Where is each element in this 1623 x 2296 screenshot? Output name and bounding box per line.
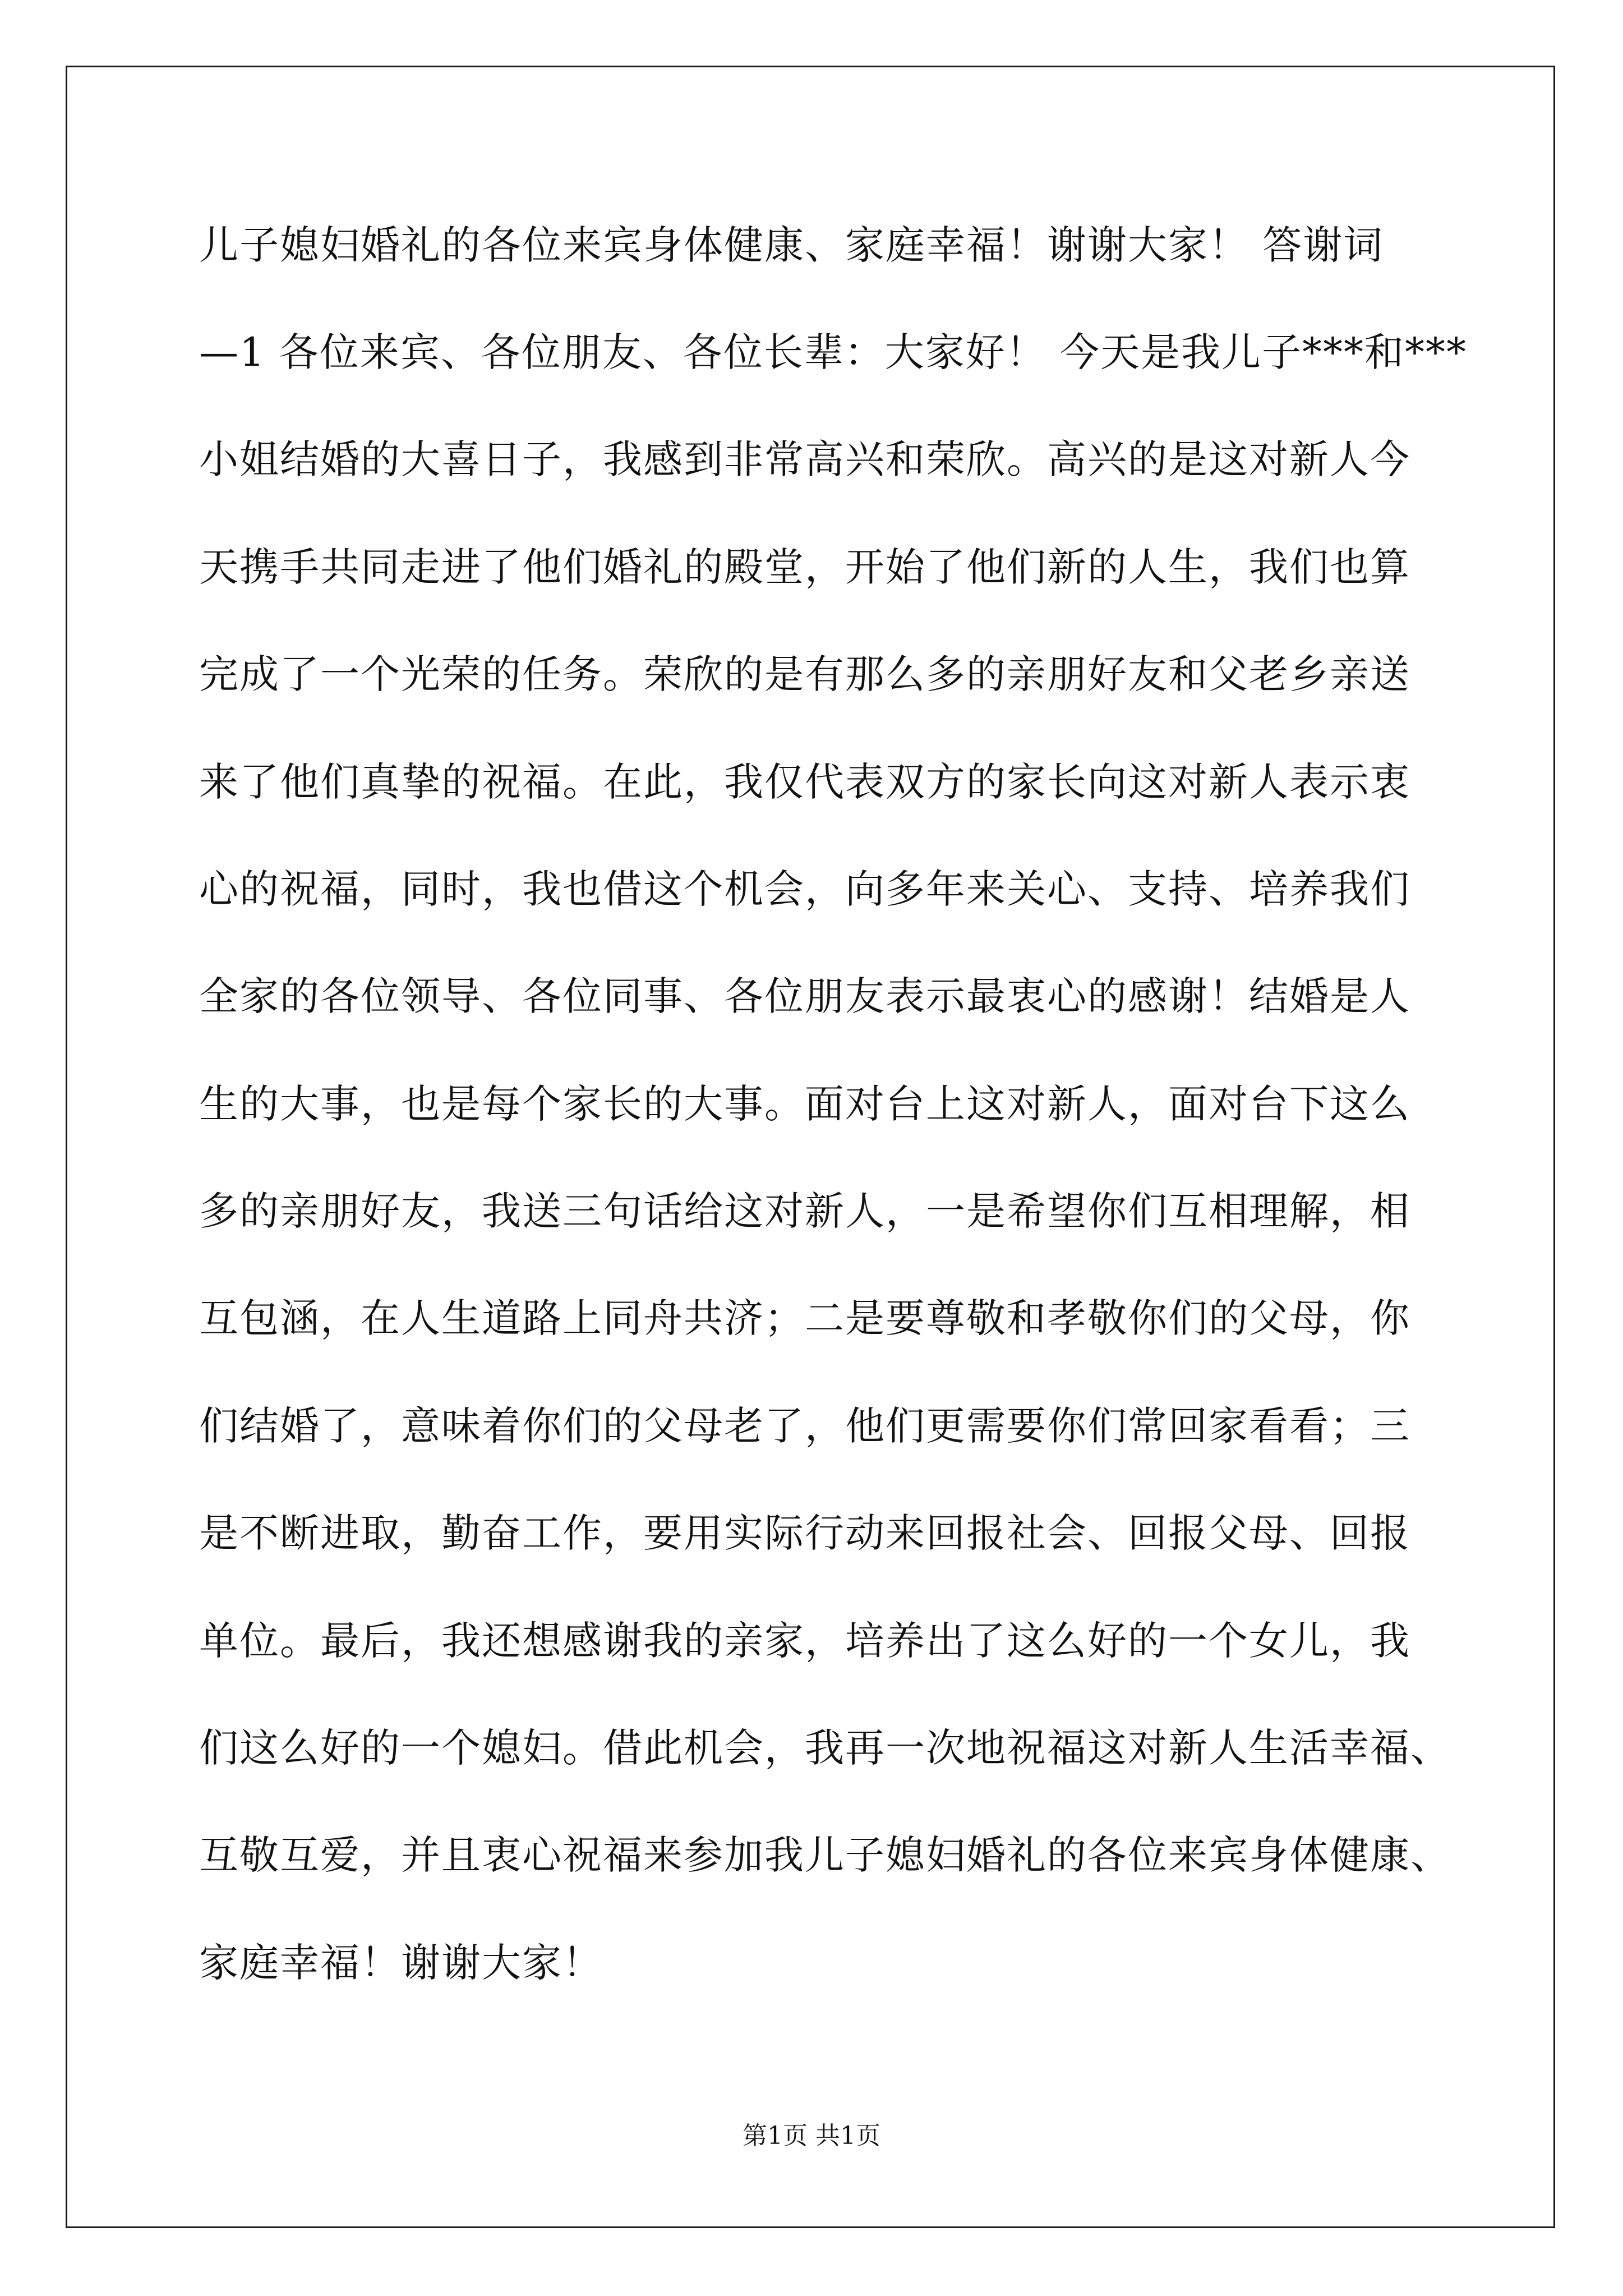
text-line: 们结婚了，意味着你们的父母老了，他们更需要你们常回家看看；三 <box>199 1403 1410 1449</box>
text-line: 来了他们真挚的祝福。在此，我仅代表双方的家长向这对新人表示衷 <box>199 759 1410 805</box>
text-line: 家庭幸福！谢谢大家！ <box>199 1940 603 1986</box>
page-border <box>66 66 1555 2228</box>
page-footer: 第1页 共1页 <box>743 2122 880 2150</box>
text-line: 全家的各位领导、各位同事、各位朋友表示最衷心的感谢！结婚是人 <box>199 973 1410 1019</box>
text-line: 完成了一个光荣的任务。荣欣的是有那么多的亲朋好友和父老乡亲送 <box>199 651 1410 697</box>
text-line: 多的亲朋好友，我送三句话给这对新人，一是希望你们互相理解，相 <box>199 1188 1410 1234</box>
text-line: 单位。最后，我还想感谢我的亲家，培养出了这么好的一个女儿，我 <box>199 1618 1410 1664</box>
text-line: 天携手共同走进了他们婚礼的殿堂，开始了他们新的人生，我们也算 <box>199 544 1410 590</box>
text-line: 儿子媳妇婚礼的各位来宾身体健康、家庭幸福！谢谢大家！ 答谢词 <box>199 222 1384 268</box>
text-line: 互包涵，在人生道路上同舟共济；二是要尊敬和孝敬你们的父母，你 <box>199 1295 1410 1341</box>
text-line: 是不断进取，勤奋工作，要用实际行动来回报社会、回报父母、回报 <box>199 1510 1410 1556</box>
text-line: —1 各位来宾、各位朋友、各位长辈：大家好！ 今天是我儿子***和*** <box>199 329 1468 375</box>
text-line: 心的祝福，同时，我也借这个机会，向多年来关心、支持、培养我们 <box>199 866 1410 912</box>
text-line: 小姐结婚的大喜日子，我感到非常高兴和荣欣。高兴的是这对新人今 <box>199 436 1410 482</box>
text-line: 互敬互爱，并且衷心祝福来参加我儿子媳妇婚礼的各位来宾身体健康、 <box>199 1832 1451 1878</box>
text-line: 们这么好的一个媳妇。借此机会，我再一次地祝福这对新人生活幸福、 <box>199 1725 1451 1771</box>
text-line: 生的大事，也是每个家长的大事。面对台上这对新人，面对台下这么 <box>199 1081 1410 1127</box>
